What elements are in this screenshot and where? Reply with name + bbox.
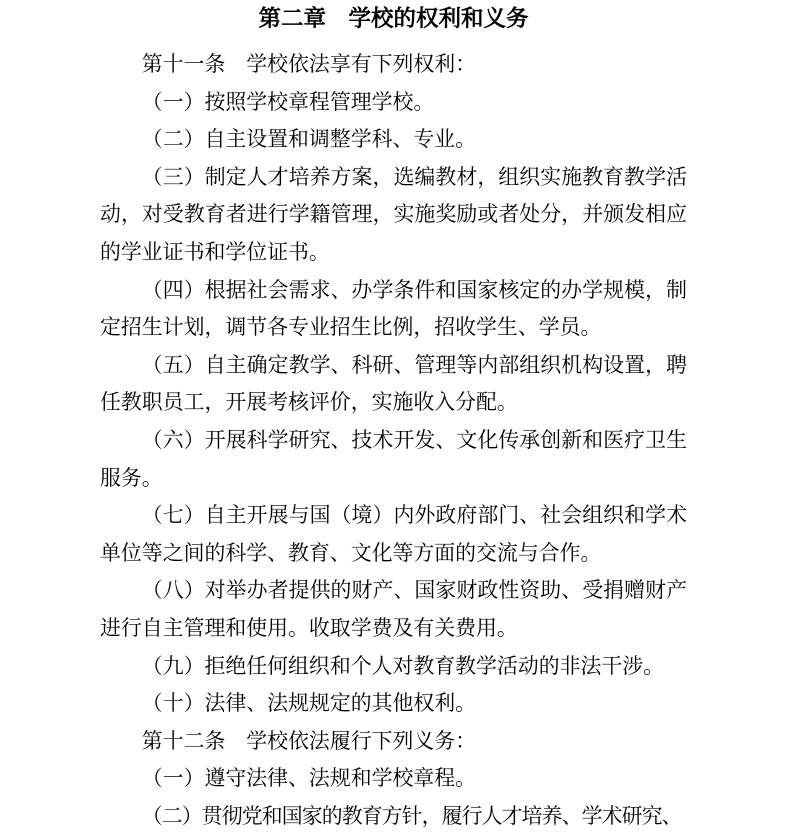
paragraph: （三）制定人才培养方案，选编教材，组织实施教育教学活动，对受教育者进行学籍管理，实施奖励或者处分，并颁发相应的学业证书和学位证书。: [100, 164, 687, 264]
paragraph: 第十二条 学校依法履行下列义务：: [141, 728, 477, 753]
paragraph: （二）自主设置和调整学科、专业。: [141, 127, 477, 152]
chapter-heading: 第二章 学校的权利和义务: [258, 6, 529, 31]
paragraph: （十）法律、法规规定的其他权利。: [141, 691, 477, 716]
paragraph: （六）开展科学研究、技术开发、文化传承创新和医疗卫生服务。: [100, 427, 687, 490]
paragraph: （一）按照学校章程管理学校。: [141, 89, 435, 114]
paragraph: （八）对举办者提供的财产、国家财政性资助、受捐赠财产进行自主管理和使用。收取学费及有关费用。: [100, 578, 687, 640]
paragraph: （七）自主开展与国（境）内外政府部门、社会组织和学术单位等之间的科学、教育、文化等方面的交流与合作。: [100, 503, 687, 565]
paragraph: （二）贯彻党和国家的教育方针，履行人才培养、学术研究、: [141, 803, 682, 828]
paragraph: （一）遵守法律、法规和学校章程。: [141, 766, 477, 791]
paragraph: （五）自主确定教学、科研、管理等内部组织机构设置，聘任教职员工，开展考核评价，实施收入分配。: [100, 352, 687, 415]
paragraph: 第十一条 学校依法享有下列权利：: [141, 52, 477, 76]
paragraph: （四）根据社会需求、办学条件和国家核定的办学规模，制定招生计划，调节各专业招生比例，招收学生、学员。: [100, 277, 687, 340]
document-body: [100, 46, 687, 835]
paragraph: （九）拒绝任何组织和个人对教育教学活动的非法干涉。: [141, 653, 665, 678]
